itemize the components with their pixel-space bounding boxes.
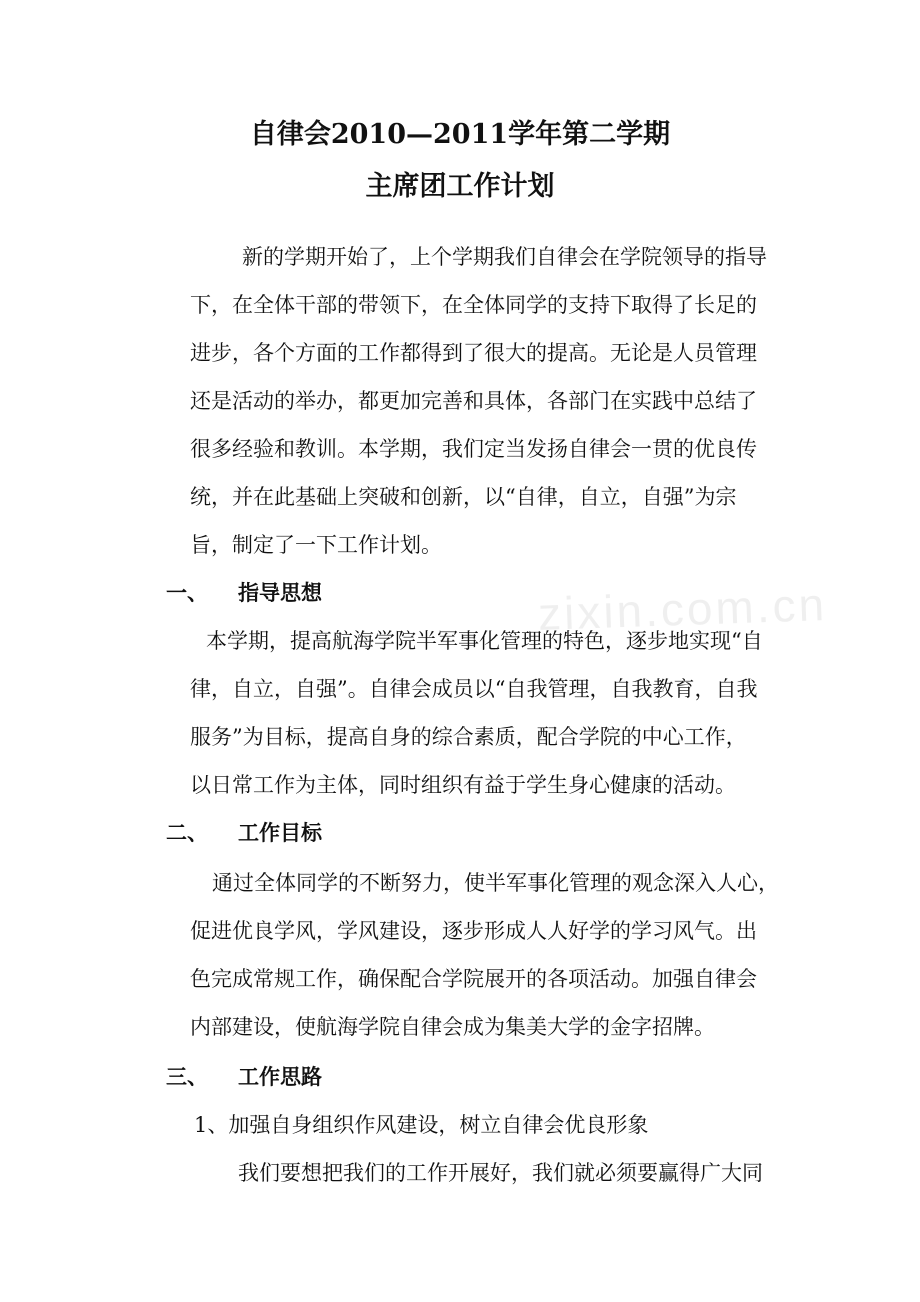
section-number: 一、 [166, 580, 208, 605]
watermark: zixin.com.cn [537, 577, 828, 641]
section-subheading: 1、加强自身组织作风建设，树立自律会优良形象 [194, 1113, 649, 1137]
section-number: 三、 [166, 1064, 208, 1089]
intro-line: 旨，制定了一下工作计划。 [190, 533, 442, 557]
section-number: 二、 [166, 820, 208, 845]
section-line: 内部建设，使航海学院自律会成为集美大学的金字招牌。 [190, 1015, 715, 1039]
intro-line: 很多经验和教训。本学期，我们定当发扬自律会一贯的优良传 [190, 437, 757, 461]
section-line: 本学期，提高航海学院半军事化管理的特色，逐步地实现“自 [206, 629, 763, 653]
section-line: 律，自立，自强”。自律会成员以“自我管理，自我教育，自我 [190, 677, 758, 701]
intro-line: 新的学期开始了，上个学期我们自律会在学院领导的指导 [242, 245, 767, 269]
section-line: 服务”为目标，提高自身的综合素质，配合学院的中心工作， [190, 725, 747, 749]
document-title-line2: 主席团工作计划 [365, 171, 555, 202]
section-title: 指导思想 [238, 580, 322, 605]
document-title-line1: 自律会2010—2011学年第二学期 [249, 119, 671, 150]
intro-line: 进步，各个方面的工作都得到了很大的提高。无论是人员管理 [190, 341, 757, 365]
section-line: 以日常工作为主体，同时组织有益于学生身心健康的活动。 [190, 773, 736, 797]
section-title: 工作目标 [238, 820, 322, 845]
section-line: 促进优良学风，学风建设，逐步形成人人好学的学习风气。出 [190, 919, 757, 943]
section-line: 通过全体同学的不断努力，使半军事化管理的观念深入人心， [212, 871, 779, 895]
intro-line: 下，在全体干部的带领下，在全体同学的支持下取得了长足的 [190, 293, 757, 317]
section-line: 我们要想把我们的工作开展好，我们就必须要赢得广大同 [238, 1161, 763, 1185]
intro-line: 还是活动的举办，都更加完善和具体，各部门在实践中总结了 [190, 389, 757, 413]
section-line: 色完成常规工作，确保配合学院展开的各项活动。加强自律会 [190, 967, 757, 991]
section-title: 工作思路 [238, 1064, 322, 1089]
intro-line: 统，并在此基础上突破和创新，以“自律，自立，自强”为宗 [190, 485, 737, 509]
